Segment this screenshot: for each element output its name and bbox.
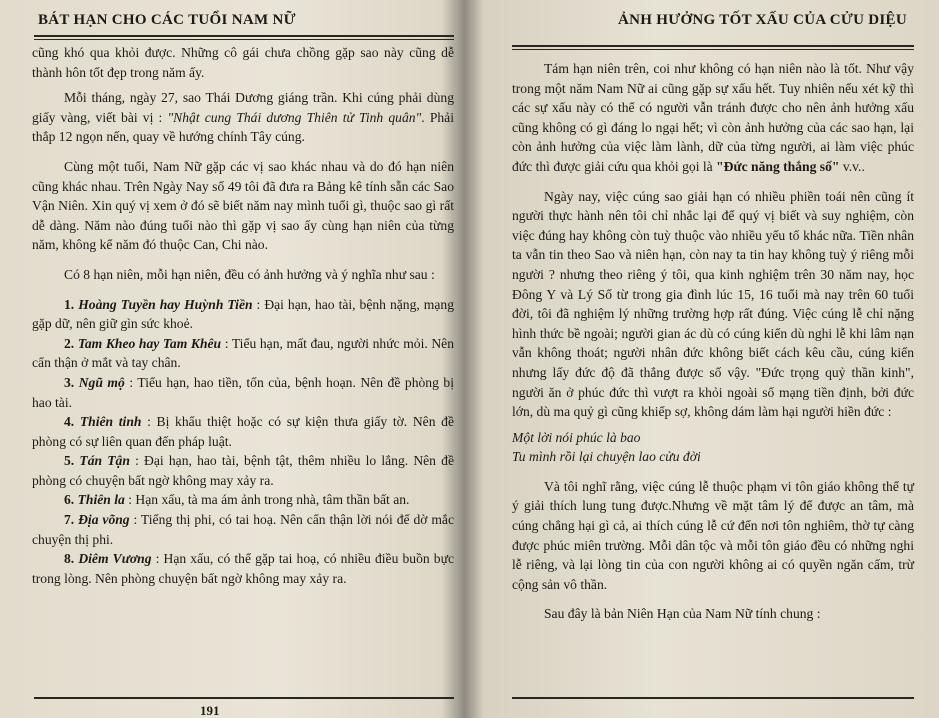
footer-rule [34, 697, 454, 699]
list-item: 3. Ngũ mộ : Tiểu hạn, hao tiền, tốn của, bệnh hoạn. Nên đề phòng bị hao tài. [32, 374, 454, 410]
paragraph: Cùng một tuổi, Nam Nữ gặp các vị sao khác nhau và do đó hạn niên cũng khác nhau. Trên Ngày Nay số 49 tôi đã đưa ra Bảng kê tính sẵn các Sao Vận Niên. Xin quý vị xem ở đó sẽ biết năm nay mình tuổi gì, thuộc sao gì rất dễ dàng. Năm nào đúng tuổi nào thì gặp vị sao ấy cùng hạn niên của từng năm, không kể năm đó thuộc Can, Chi nào. [32, 158, 454, 253]
list-item: 5. Tán Tận : Đại hạn, hao tài, bệnh tật, thêm nhiều lo lắng. Nên đề phòng có chuyện bất ngờ không may xảy ra. [32, 453, 454, 488]
paragraph: Và tôi nghĩ rằng, việc cúng lễ thuộc phạm vi tôn giáo không thể tự ý giải thích lung tung được.Nhưng về mặt tâm lý để được an tâm, mà cúng chẳng hại gì cả, ai thích cúng lễ cứ đến nơi tôn nghiêm, thờ tự càng được phúc miên trường. Mỗi dân tộc và mỗi tôn giáo đều có những nghi lễ riêng, và lại lòng tin của con người không ai có quyền ngăn cấm, trừ cộng sản vô thần. [512, 478, 914, 592]
list-item: 7. Địa võng : Tiếng thị phi, có tai hoạ. Nên cẩn thận lời nói để dờ mắc chuyện thị phi. [32, 512, 454, 547]
list-item: 2. Tam Kheo hay Tam Khêu : Tiểu hạn, mất đau, người nhức mỏi. Nên cẩn thận ở mắt và tay chân. [32, 335, 455, 371]
left-page [0, 0, 465, 718]
paragraph: cũng khó qua khỏi được. Những cô gái chưa chồng gặp sao này cũng dễ thành hôn tốt đẹp trong năm ấy. [32, 45, 454, 80]
paragraph: Có 8 hạn niên, mỗi hạn niên, đều có ảnh hưởng và ý nghĩa như sau : [64, 266, 435, 282]
header-rule-thin [512, 49, 914, 50]
right-running-head: ẢNH HƯỞNG TỐT XẤU CỦA CỬU DIỆU [617, 12, 907, 28]
page-number: 191 [200, 703, 220, 718]
right-body-text [512, 59, 914, 624]
paragraph: Sau đây là bản Niên Hạn của Nam Nữ tính chung : [544, 606, 821, 622]
header-rule-thin [34, 39, 454, 40]
verse-line: Tu mình rồi lại chuyện lao cửu đời [512, 449, 701, 465]
list-item: 8. Diêm Vương : Hạn xấu, có thể gặp tai hoạ, có nhiều điều buồn bực trong lòng. Nên phòng chuyện bất ngờ không may xảy ra. [32, 551, 454, 586]
paragraph: Tám hạn niên trên, coi như không có hạn niên nào là tốt. Như vậy trong một năm Nam Nữ ai cũng gặp sự xấu hết. Tuy nhiên nếu xét kỹ thì các sự xấu này có thể có người vẫn tránh được cho nên ảnh hưởng xấu cũng không có gì đáng lo ngại hết; vì còn ảnh hưởng của các sao hạn, lại còn ảnh hưởng của việc làm lành, dữ của từng người, ai làm việc phúc đức thì được giải cứu qua khỏi gọi là "Đức năng thắng số" v.v.. [512, 61, 914, 174]
list-item: 4. Thiên tinh : Bị khẩu thiệt hoặc có sự kiện thưa giấy tờ. Nên đề phòng có sự liên quan đến pháp luật. [32, 414, 454, 449]
verse-line: Một lời nói phúc là bao [512, 429, 641, 445]
left-body-text [32, 43, 454, 588]
header-rule [512, 45, 914, 47]
header-rule [34, 35, 454, 37]
paragraph: Mỗi tháng, ngày 27, sao Thái Dương giáng trần. Khi cúng phải dùng giấy vàng, viết bài vị : "Nhật cung Thái dương Thiên tử Tinh quân". Phải thắp 12 ngọn nến, quay về hướng chính Tây cúng. [32, 90, 454, 145]
paragraph: Ngày nay, việc cúng sao giải hạn có nhiều phiền toái nên cũng ít người thực hành nên tôi chỉ nhắc lại để quý vị biết và suy nghiệm, còn việc đúng hay không còn tuỳ thuộc vào nhiều yếu tố khác nữa. Tiền nhân ta vẫn tin theo Sao và niên hạn, còn nay ta tin hay không tuỳ ý riêng mỗi người ? nhưng theo riêng ý tôi, qua kinh nghiệm trên 30 năm nay, học Đông Y và Lý Số từ trong gia đình lúc 15, 16 tuổi mà nay trên 60 tuổi đời, tôi đã nghiệm lý những trường hợp rất đúng. Việc cúng lễ chỉ nặng hình thức bề ngoài; người gian ác dù có cúng kiến dù nghi lễ khi lâm nạn vẫn không thoát; người nhân đức không biết cách kêu cầu, cúng kiến nhưng lấy đức độ đã thắng được số vậy. "Đức trọng quỷ thần kinh", người ăn ở phúc đức thì vượt ra khỏi ngoài số mạng tiền định, bởi đức lớn, dù ma quỷ gì cũng khiếp sợ, không dám làm hại người hiền đức : [512, 188, 914, 420]
list-item: 6. Thiên la : Hạn xấu, tà ma ám ảnh trong nhà, tâm thần bất an. [64, 492, 410, 508]
left-running-head: BÁT HẠN CHO CÁC TUỔI NAM NỮ [38, 12, 296, 28]
footer-rule [512, 697, 914, 699]
right-page [474, 0, 939, 718]
list-item: 1. Hoàng Tuyền hay Huỳnh Tiền : Đại hạn, hao tài, bệnh nặng, mạng gặp dữ, nên giữ gìn sức khoẻ. [32, 296, 454, 332]
